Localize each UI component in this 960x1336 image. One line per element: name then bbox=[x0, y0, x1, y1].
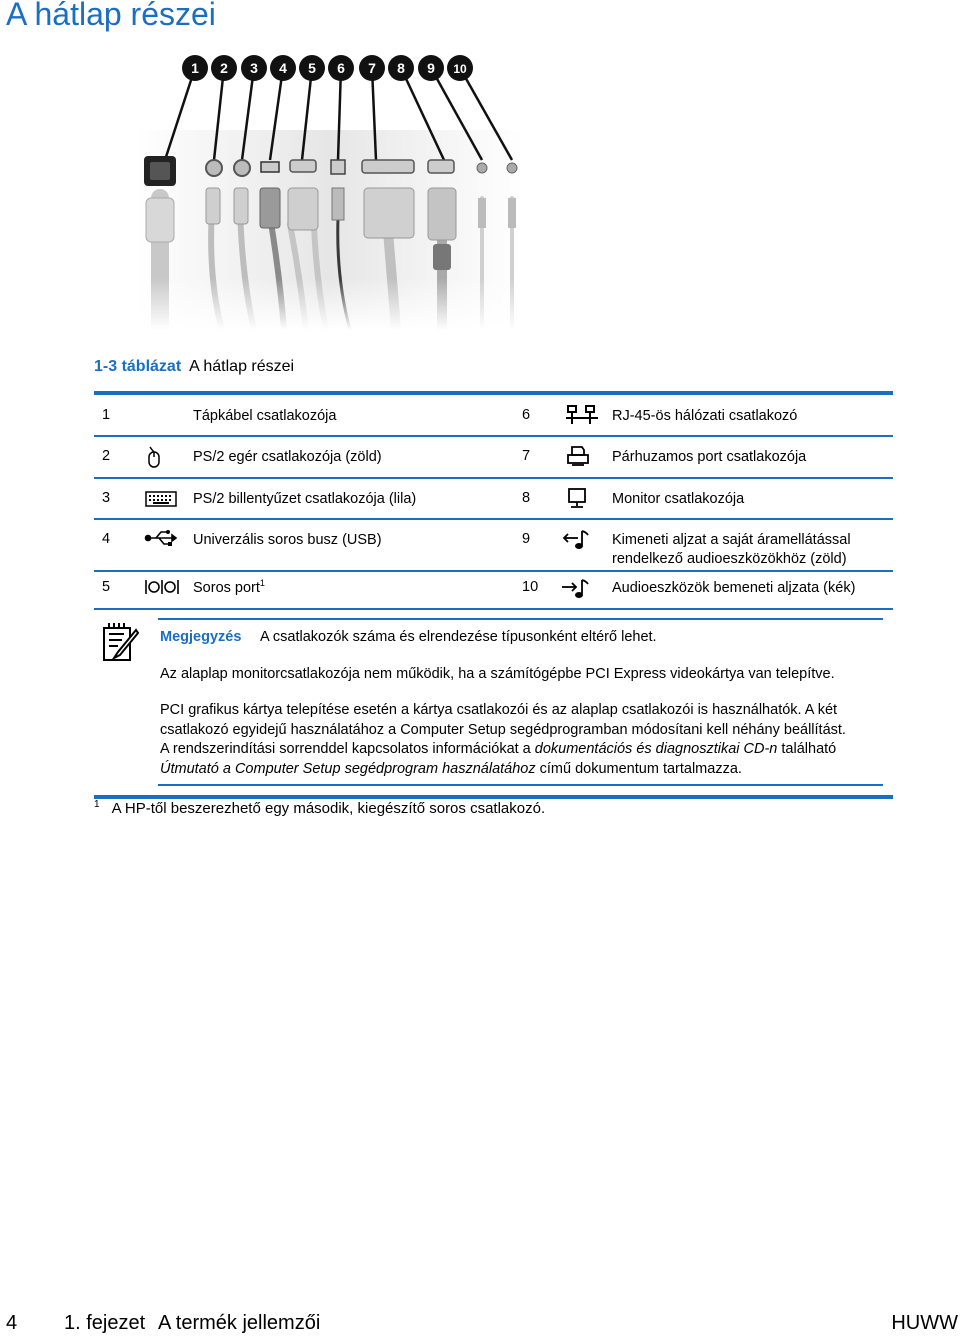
audio-out-icon bbox=[560, 529, 596, 551]
note-paragraph bbox=[160, 740, 890, 779]
mouse-icon bbox=[136, 446, 172, 468]
callout-7: 7 bbox=[368, 60, 376, 76]
row-text: Univerzális soros busz (USB) bbox=[193, 532, 382, 548]
note-bottom-rule bbox=[158, 784, 883, 786]
row-text-2: Audioeszközök bemeneti aljzata (kék) bbox=[612, 580, 856, 596]
row-number-2: 8 bbox=[522, 490, 531, 506]
note-italic: Útmutató a Computer Setup segédprogram használatához bbox=[160, 760, 536, 777]
footnote-text: A HP-től beszerezhető egy második, kiegészítő soros csatlakozó. bbox=[111, 800, 546, 817]
note-text: című dokumentum tartalmazza. bbox=[535, 760, 742, 777]
row-text-2: Párhuzamos port csatlakozója bbox=[612, 449, 807, 465]
caption-label: 1-3 táblázat bbox=[94, 358, 182, 375]
row-number: 3 bbox=[102, 490, 111, 506]
row-text: Tápkábel csatlakozója bbox=[193, 408, 337, 424]
keyboard-icon bbox=[144, 488, 180, 510]
note-text: található bbox=[777, 741, 837, 757]
serial-port-label: Soros port bbox=[193, 580, 260, 596]
table-caption bbox=[94, 358, 294, 376]
note-paragraph: Az alaplap monitorcsatlakozója nem működik, ha a számítógépbe PCI Express videokártya van telepítve. bbox=[160, 666, 835, 682]
note-italic: dokumentációs és diagnosztikai CD-n bbox=[534, 741, 778, 757]
callout-2: 2 bbox=[220, 60, 228, 76]
table-row bbox=[94, 520, 893, 572]
row-text: PS/2 billentyűzet csatlakozója (lila) bbox=[193, 491, 417, 507]
row-text-2: Kimeneti aljzat a saját áramellátással rendelkező audioeszközökhöz (zöld) bbox=[612, 532, 851, 567]
rear-panel-illustration bbox=[130, 48, 530, 330]
row-text bbox=[193, 579, 503, 598]
callout-4: 4 bbox=[279, 60, 287, 76]
callout-6: 6 bbox=[337, 60, 345, 76]
caption-text: A hátlap részei bbox=[189, 358, 295, 375]
note-first-line: A csatlakozók száma és elrendezése típusonként eltérő lehet. bbox=[260, 629, 657, 645]
page-number: 4 bbox=[6, 1312, 18, 1334]
serial-icon bbox=[144, 576, 180, 598]
table-row bbox=[94, 572, 893, 610]
row-number: 2 bbox=[102, 448, 111, 464]
callout-numbers bbox=[182, 55, 473, 81]
footnote-ref: 1 bbox=[259, 578, 265, 589]
note-pencil-icon bbox=[100, 620, 142, 664]
row-number-2: 6 bbox=[522, 407, 531, 423]
table-end-rule bbox=[94, 795, 893, 799]
callout-3: 3 bbox=[250, 60, 258, 76]
audio-in-icon bbox=[560, 578, 596, 600]
page-title: A hátlap részei bbox=[6, 0, 216, 32]
printer-icon bbox=[560, 445, 596, 467]
connector-table bbox=[94, 391, 893, 610]
network-icon bbox=[564, 404, 600, 426]
table-row bbox=[94, 395, 893, 437]
footnote-mark: 1 bbox=[94, 799, 100, 810]
chapter-title: A termék jellemzői bbox=[158, 1312, 321, 1334]
callout-5: 5 bbox=[308, 60, 316, 76]
row-number: 1 bbox=[102, 407, 111, 423]
footnote bbox=[94, 800, 545, 817]
row-number: 5 bbox=[102, 579, 111, 595]
table-row bbox=[94, 437, 893, 479]
callout-1: 1 bbox=[191, 60, 199, 76]
note-top-rule bbox=[158, 618, 883, 620]
row-text-2: Monitor csatlakozója bbox=[612, 491, 745, 507]
row-number-2: 7 bbox=[522, 448, 531, 464]
note-label: Megjegyzés bbox=[160, 629, 242, 645]
note-text: A rendszerindítási sorrenddel kapcsolatos információkat a bbox=[160, 741, 535, 757]
row-text: PS/2 egér csatlakozója (zöld) bbox=[193, 449, 382, 465]
row-text-2: RJ-45-ös hálózati csatlakozó bbox=[612, 408, 798, 424]
row-number-2: 9 bbox=[522, 531, 531, 547]
row-number-2: 10 bbox=[522, 579, 539, 595]
monitor-icon bbox=[560, 487, 596, 509]
brand-code: HUWW bbox=[891, 1312, 958, 1334]
note-paragraph: PCI grafikus kártya telepítése esetén a kártya csatlakozói és az alaplap csatlakozói is használhatók. A két csatlakozó egyidejű használatához a Computer Setup segédprogramban módosítani kell néhány beállítást. bbox=[160, 702, 846, 738]
usb-icon bbox=[144, 527, 180, 549]
callout-8: 8 bbox=[397, 60, 405, 76]
row-number: 4 bbox=[102, 531, 111, 547]
callout-9: 9 bbox=[427, 60, 435, 76]
chapter-label: 1. fejezet bbox=[64, 1312, 146, 1334]
callout-10: 10 bbox=[453, 62, 467, 76]
table-row bbox=[94, 479, 893, 520]
